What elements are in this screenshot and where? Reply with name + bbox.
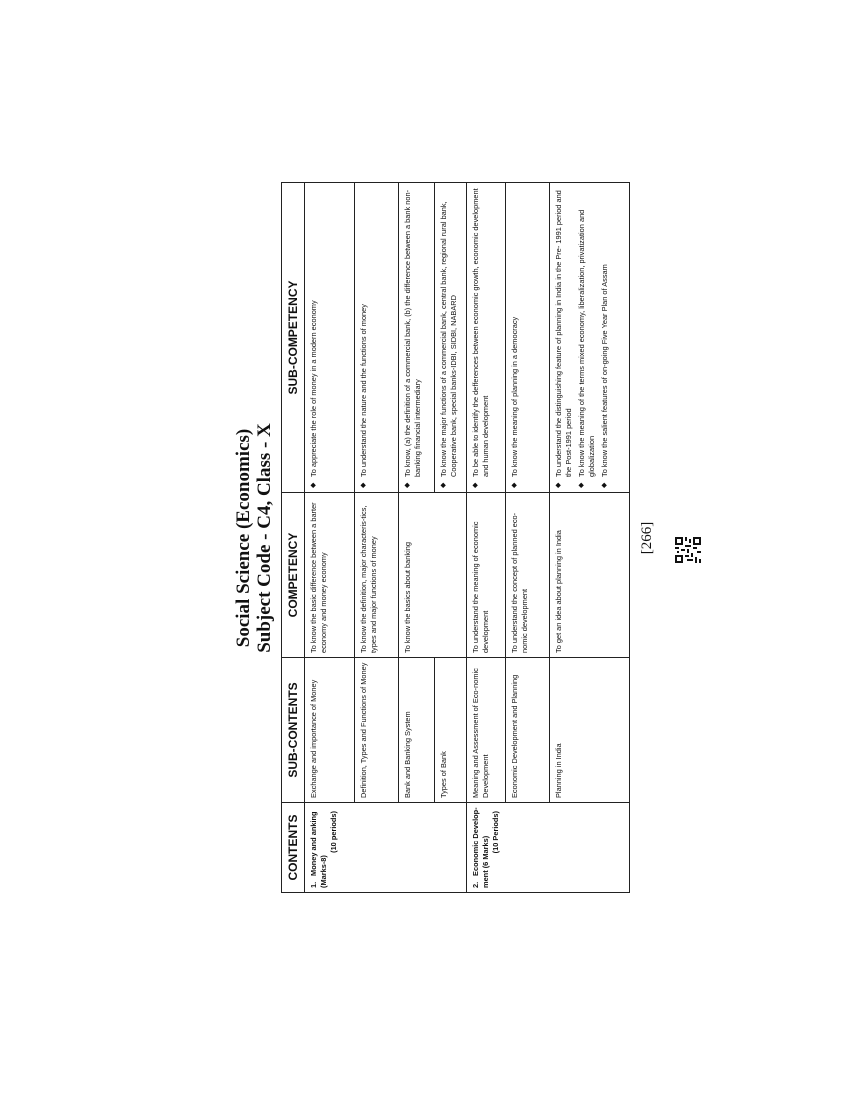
competency-cell (435, 493, 467, 658)
list-item: ◆ To know the meaning of the terms mixed economy, liberalization, privatization and globalization (577, 187, 597, 488)
sub-content-cell: Definition, Types and Functions of Money (355, 658, 399, 803)
competency-cell: To know the basic difference between a barter economy and money economy (305, 493, 355, 658)
header-sub-contents: SUB-CONTENTS (282, 658, 305, 803)
list-item: ◆ To know the major functions of a commercial bank, central bank, regional rural bank, Cooperative bank, special banks-IDBI, SIDBI, NABARD (439, 187, 459, 488)
unit-cell-empty (435, 803, 467, 893)
unit-cell-empty (549, 803, 629, 893)
list-item: ◆ To understand the distinguishing feature of planning in India in the Pre- 1991 period and the Post-1991 period (554, 187, 574, 488)
table-row (355, 183, 399, 893)
unit-cell (305, 803, 355, 893)
rotated-page-content (231, 183, 671, 893)
table-row (399, 183, 435, 893)
syllabus-table (281, 182, 630, 893)
unit-cell (467, 803, 506, 893)
unit-name: Economic Develop-ment (6 Marks) (471, 807, 490, 888)
sub-content-cell: Meaning and Assessment of Eco-nomic Development (467, 658, 506, 803)
sub-competency-cell (305, 183, 355, 493)
sub-content-cell: Exchange and importance of Money (305, 658, 355, 803)
list-item: ◆ To appreciate the role of money in a modern economy (309, 187, 319, 488)
unit-number: 2. (471, 881, 480, 888)
page-number: [266] (639, 521, 655, 555)
table-row (549, 183, 629, 893)
sub-content-cell: Types of Bank (435, 658, 467, 803)
sub-competency-cell (435, 183, 467, 493)
list-item: ◆ To know, (a) the definition of a commercial bank, (b) the difference between a bank non-banking financial intermediary (403, 187, 423, 488)
list-item: ◆ To know the meaning of planning in a democracy (510, 187, 520, 488)
sub-competency-cell (549, 183, 629, 493)
unit-periods: (10 periods) (329, 811, 338, 853)
unit-cell-empty (505, 803, 549, 893)
unit-periods: (10 Periods) (491, 811, 500, 854)
table-row (305, 183, 355, 893)
competency-cell: To understand the meaning of economic development (467, 493, 506, 658)
table-row (505, 183, 549, 893)
table-row (435, 183, 467, 893)
unit-name: Money and anking (Marks-8) (309, 811, 328, 888)
table-row (467, 183, 506, 893)
unit-cell-empty (355, 803, 399, 893)
list-item: ◆ To be able to identify the defferences between economic growth, economic development and human development (471, 187, 491, 488)
header-sub-competency: SUB-COMPETENCY (282, 183, 305, 493)
competency-cell: To get an idea about planning in India (549, 493, 629, 658)
table-header-row (282, 183, 305, 893)
competency-cell: To understand the concept of planned eco-nomic development (505, 493, 549, 658)
qr-code-icon (675, 537, 701, 563)
sub-competency-cell (355, 183, 399, 493)
header-competency: COMPETENCY (282, 493, 305, 658)
sub-competency-cell (467, 183, 506, 493)
sub-content-cell: Economic Development and Planning (505, 658, 549, 803)
title-line-2: Subject Code - C4, Class - X (254, 423, 275, 653)
competency-cell: To know the definition, major characteris-tics, types and major functions of money (355, 493, 399, 658)
header-contents: CONTENTS (282, 803, 305, 893)
sub-competency-cell (399, 183, 435, 493)
unit-cell-empty (399, 803, 435, 893)
unit-number: 1. (309, 881, 318, 888)
sub-competency-cell (505, 183, 549, 493)
competency-cell: To know the basics about banking (399, 493, 435, 658)
title-line-1: Social Science (Economics) (233, 428, 254, 648)
sub-content-cell: Planning in India (549, 658, 629, 803)
list-item: ◆ To know the salient features of on-going Five Year Plan of Assam (600, 187, 610, 488)
sub-content-cell: Bank and Banking System (399, 658, 435, 803)
list-item: ◆ To understand the nature and the functions of money (359, 187, 369, 488)
